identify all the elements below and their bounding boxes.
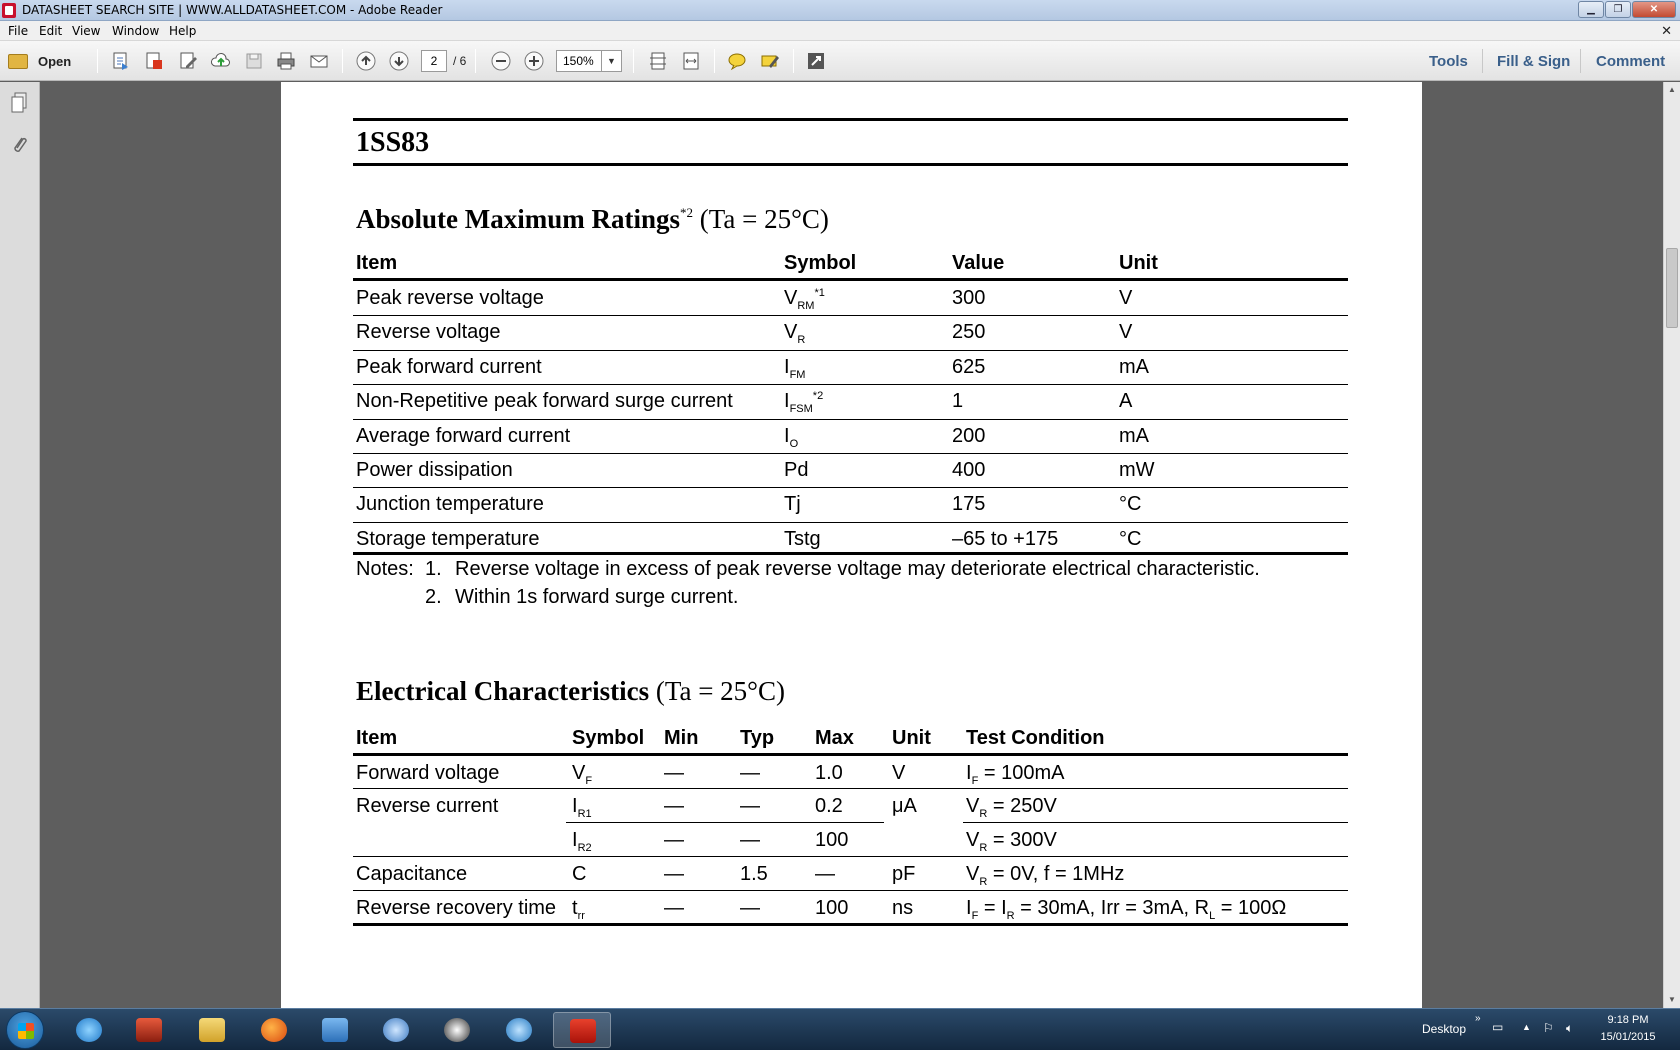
ec-section-title (356, 676, 785, 707)
row-divider (353, 890, 1348, 891)
taskbar-network-app[interactable] (490, 1012, 548, 1048)
symbol-cell (572, 829, 592, 854)
symbol-base: I (784, 425, 790, 447)
symbol-subscript: F (585, 775, 593, 787)
condition-subscript: L (1209, 910, 1216, 922)
document-page (281, 82, 1422, 1008)
amr-row-value: 625 (952, 356, 986, 378)
open-button[interactable] (8, 50, 71, 72)
symbol-cell (784, 321, 805, 346)
ec-row-condition (966, 762, 1064, 787)
menu-view[interactable]: View (72, 24, 101, 38)
symbol-cell (784, 425, 798, 450)
ec-row-condition (966, 863, 1124, 888)
taskbar-internet-explorer[interactable] (60, 1012, 118, 1048)
open-label: Open (38, 53, 72, 69)
symbol-cell (572, 863, 586, 888)
toolbar-separator (1580, 49, 1581, 73)
page-total: / 6 (453, 54, 467, 68)
ec-row-min: — (664, 829, 684, 851)
clock-date: 15/01/2015 (1600, 1031, 1656, 1043)
toolbar-separator (97, 49, 98, 73)
condition-subscript: F (971, 775, 979, 787)
header-symbol: Symbol (784, 252, 857, 274)
taskbar-utility-app[interactable] (428, 1012, 486, 1048)
row-divider (353, 384, 1348, 385)
symbol-base: V (784, 321, 798, 343)
header-value: Value (952, 252, 1005, 274)
amr-row-value: 200 (952, 425, 986, 447)
note-text: Within 1s forward surge current. (455, 586, 739, 608)
toolbar-separator (475, 49, 476, 73)
page-thumbnails-icon[interactable] (10, 92, 28, 114)
amr-row-value: 300 (952, 287, 986, 309)
symbol-cell (784, 390, 823, 415)
symbol-subscript: R1 (577, 808, 592, 820)
toolbar-separator (793, 49, 794, 73)
symbol-cell (572, 897, 585, 922)
menu-edit[interactable]: Edit (39, 24, 63, 38)
symbol-base: t (572, 897, 578, 919)
amr-row-unit: mA (1119, 425, 1149, 447)
zoom-dropdown-chevron-icon[interactable]: ▼ (602, 50, 622, 72)
ec-row-min: — (664, 863, 684, 885)
symbol-cell (784, 493, 801, 518)
cloud-upload-icon[interactable] (210, 50, 232, 72)
symbol-subscript: rr (577, 910, 585, 922)
ec-row-condition (966, 829, 1057, 854)
amr-row-item: Average forward current (356, 425, 571, 447)
toolbar-separator (1482, 49, 1483, 73)
amr-row-unit: V (1119, 321, 1133, 343)
system-clock[interactable] (1593, 1012, 1663, 1046)
condition-text: = 300V (987, 829, 1057, 851)
amr-row-value: –65 to +175 (952, 528, 1059, 550)
navigation-pane (0, 82, 40, 1008)
amr-row-unit: °C (1119, 528, 1142, 550)
email-icon[interactable] (308, 50, 330, 72)
taskbar-media-app[interactable] (120, 1012, 178, 1048)
condition-text: V (966, 863, 980, 885)
ec-row-condition (966, 795, 1057, 820)
condition-text: = I (978, 897, 1007, 919)
row-divider (353, 453, 1348, 454)
clock-time: 9:18 PM (1607, 1014, 1649, 1026)
ec-row-unit: ns (892, 897, 914, 919)
ec-title: Electrical Characteristics (356, 676, 650, 706)
amr-title-footnote: *2 (680, 205, 694, 220)
condition-text: = 250V (987, 795, 1057, 817)
amr-row-item: Non-Repetitive peak forward surge current (356, 390, 733, 412)
adobe-reader-icon (2, 3, 16, 18)
condition-subscript: R (1006, 910, 1015, 922)
vertical-scrollbar[interactable] (1663, 82, 1680, 1008)
amr-title: Absolute Maximum Ratings (356, 204, 681, 234)
ec-header-max: Max (815, 727, 854, 749)
restore-button[interactable]: ❐ (1605, 1, 1631, 18)
ec-row-item: Reverse current (356, 795, 499, 817)
amr-row-item: Peak forward current (356, 356, 542, 378)
amr-section-title (356, 204, 829, 235)
symbol-base: Tstg (784, 528, 821, 550)
zoom-out-icon[interactable] (490, 50, 512, 72)
symbol-cell (572, 795, 592, 820)
row-divider (353, 522, 1348, 523)
ec-header-unit: Unit (892, 727, 931, 749)
comment-tab[interactable]: Comment (1596, 53, 1666, 70)
zoom-in-icon[interactable] (523, 50, 545, 72)
taskbar-file-explorer[interactable] (183, 1012, 241, 1048)
condition-text: I (966, 762, 972, 784)
amr-row-unit: V (1119, 287, 1133, 309)
table-bottom-rule (353, 552, 1348, 555)
export-pdf-icon[interactable] (143, 50, 165, 72)
condition-text: = 100Ω (1215, 897, 1287, 919)
window-controls (1577, 1, 1676, 18)
ec-row-condition (966, 897, 1286, 922)
amr-title-condition: (Ta = 25°C) (699, 204, 829, 234)
menu-bar (0, 21, 1680, 41)
ec-row-min: — (664, 897, 684, 919)
ec-row-typ: — (740, 795, 760, 817)
row-divider-partial (566, 822, 884, 823)
amr-row-unit: A (1119, 390, 1133, 412)
ec-header-typ: Typ (740, 727, 775, 749)
row-divider (353, 856, 1348, 857)
amr-row-value: 400 (952, 459, 986, 481)
ec-row-typ: — (740, 829, 760, 851)
toolbar (0, 41, 1680, 81)
action-center-flag-icon[interactable]: ⚐ (1543, 1021, 1554, 1035)
symbol-footnote: *1 (814, 287, 825, 299)
condition-text: V (966, 829, 980, 851)
folder-icon (199, 1018, 225, 1042)
row-divider (353, 350, 1348, 351)
ec-header-symbol: Symbol (572, 727, 645, 749)
page-number-input[interactable]: 2 (421, 50, 447, 72)
amr-row-item: Peak reverse voltage (356, 287, 544, 309)
close-button[interactable]: ✕ (1632, 1, 1676, 18)
ec-row-unit: μA (892, 795, 917, 817)
scrollbar-thumb[interactable] (1666, 248, 1678, 328)
internet-explorer-icon (76, 1018, 102, 1042)
ec-row-min: — (664, 762, 684, 784)
row-divider (353, 315, 1348, 316)
header-unit: Unit (1119, 252, 1158, 274)
symbol-base: V (784, 287, 798, 309)
amr-row-item: Junction temperature (356, 493, 544, 515)
ec-header-cond: Test Condition (966, 727, 1105, 749)
firefox-icon (261, 1018, 287, 1042)
symbol-subscript: FSM (789, 403, 813, 415)
amr-row-item: Storage temperature (356, 528, 540, 550)
symbol-base: V (572, 762, 586, 784)
folder-icon (8, 54, 28, 69)
messenger-icon (383, 1018, 409, 1042)
symbol-subscript: R (797, 334, 806, 346)
symbol-cell (572, 762, 592, 787)
note-number: 2. (425, 586, 442, 608)
symbol-subscript: O (789, 438, 799, 450)
scroll-down-icon[interactable]: ▼ (1668, 995, 1676, 1004)
media-app-icon (136, 1018, 162, 1042)
save-icon[interactable] (243, 50, 265, 72)
full-screen-icon[interactable] (805, 50, 827, 72)
condition-subscript: R (979, 842, 988, 854)
ec-row-typ: — (740, 897, 760, 919)
fit-page-icon[interactable] (647, 50, 669, 72)
taskbar-messenger[interactable] (367, 1012, 425, 1048)
symbol-cell (784, 287, 825, 312)
ec-row-item: Capacitance (356, 863, 468, 885)
symbol-cell (784, 459, 808, 484)
ec-row-unit: V (892, 762, 906, 784)
condition-text: V (966, 795, 980, 817)
row-divider (353, 419, 1348, 420)
toolbar-separator (714, 49, 715, 73)
amr-row-value: 175 (952, 493, 986, 515)
ec-header-item: Item (356, 727, 398, 749)
start-button[interactable] (6, 1011, 44, 1049)
symbol-base: Pd (784, 459, 809, 481)
note-number: 1. (425, 558, 442, 580)
scroll-up-icon[interactable]: ▲ (1668, 85, 1676, 94)
symbol-base: I (572, 795, 578, 817)
desktop-toolbar-label[interactable]: Desktop (1422, 1022, 1467, 1036)
part-number: 1SS83 (356, 127, 430, 158)
symbol-base: Tj (784, 493, 801, 515)
symbol-base: I (784, 390, 790, 412)
symbol-cell (784, 528, 821, 553)
media-player-icon (322, 1018, 348, 1042)
row-divider (353, 487, 1348, 488)
previous-page-icon[interactable] (355, 50, 377, 72)
print-icon[interactable] (275, 50, 297, 72)
menu-help[interactable]: Help (169, 24, 197, 38)
amr-row-item: Reverse voltage (356, 321, 501, 343)
close-document-icon[interactable]: ✕ (1661, 23, 1672, 38)
row-divider (353, 788, 1348, 789)
condition-text: = 100mA (978, 762, 1065, 784)
toolbar-expand-icon[interactable]: » (1475, 1013, 1481, 1024)
symbol-footnote: *2 (812, 390, 824, 402)
header-item: Item (356, 252, 398, 274)
document-viewport[interactable] (41, 82, 1663, 1008)
zoom-level-input[interactable]: 150% (556, 50, 602, 72)
volume-icon[interactable]: 🔈︎ (1566, 1021, 1574, 1035)
symbol-base: I (784, 356, 790, 378)
taskbar-firefox[interactable] (245, 1012, 303, 1048)
header-rule (353, 278, 1348, 281)
amr-row-value: 250 (952, 321, 986, 343)
edit-pdf-icon[interactable] (177, 50, 199, 72)
ec-row-max: 0.2 (815, 795, 843, 817)
condition-text: = 30mA, Irr = 3mA, R (1014, 897, 1210, 919)
title-bar (0, 0, 1680, 21)
ec-header-min: Min (664, 727, 699, 749)
ec-row-typ: — (740, 762, 760, 784)
fit-width-icon[interactable] (680, 50, 702, 72)
condition-text: I (966, 897, 972, 919)
amr-row-value: 1 (952, 390, 964, 412)
toolbar-separator (633, 49, 634, 73)
taskbar-adobe-reader[interactable] (553, 1012, 611, 1048)
taskbar-media-player[interactable] (306, 1012, 364, 1048)
condition-subscript: R (979, 808, 988, 820)
notes-label: Notes: (356, 558, 414, 580)
ec-row-item: Forward voltage (356, 762, 500, 784)
title-rule-bottom (353, 163, 1348, 166)
toolbar-separator (342, 49, 343, 73)
amr-row-unit: °C (1119, 493, 1142, 515)
amr-row-unit: mA (1119, 356, 1149, 378)
highlight-icon[interactable] (759, 50, 781, 72)
menu-window[interactable]: Window (112, 24, 160, 38)
minimize-button[interactable]: ▁ (1578, 1, 1604, 18)
attachments-icon[interactable] (10, 134, 28, 156)
ec-row-item: Reverse recovery time (356, 897, 557, 919)
symbol-cell (784, 356, 805, 381)
amr-row-unit: mW (1119, 459, 1155, 481)
symbol-base: C (572, 863, 587, 885)
window-title: DATASHEET SEARCH SITE | WWW.ALLDATASHEET.COM - Adobe Reader (22, 3, 443, 17)
title-rule-top (353, 118, 1348, 121)
symbol-subscript: R2 (577, 842, 592, 854)
ec-header-rule (353, 753, 1348, 756)
utility-app-icon (444, 1018, 470, 1042)
symbol-base: I (572, 829, 578, 851)
show-hidden-icons-icon[interactable]: ▲ (1522, 1022, 1531, 1032)
ec-row-max: 100 (815, 829, 849, 851)
note-text: Reverse voltage in excess of peak reverse voltage may deteriorate electrical characteristic. (455, 558, 1260, 580)
row-divider-partial (963, 822, 1348, 823)
sticky-note-icon[interactable] (726, 50, 748, 72)
ec-title-condition: (Ta = 25°C) (655, 676, 785, 706)
taskbar (0, 1008, 1680, 1050)
fill-sign-tab[interactable]: Fill & Sign (1497, 53, 1571, 70)
ec-table-bottom-rule (353, 923, 1348, 926)
network-app-icon (506, 1018, 532, 1042)
symbol-subscript: RM (797, 300, 815, 312)
ec-row-unit: pF (892, 863, 916, 885)
amr-row-item: Power dissipation (356, 459, 513, 481)
adobe-reader-icon (570, 1019, 596, 1043)
menu-file[interactable]: File (8, 24, 29, 38)
ec-row-min: — (664, 795, 684, 817)
ec-row-max: 1.0 (815, 762, 843, 784)
create-pdf-icon[interactable] (110, 50, 132, 72)
tools-tab[interactable]: Tools (1429, 53, 1468, 70)
ec-row-max: — (815, 863, 835, 885)
keyboard-icon[interactable]: ▭ (1492, 1020, 1504, 1034)
ec-row-max: 100 (815, 897, 849, 919)
ec-row-typ: 1.5 (740, 863, 768, 885)
next-page-icon[interactable] (388, 50, 410, 72)
condition-subscript: R (979, 876, 988, 888)
symbol-subscript: FM (789, 369, 806, 381)
condition-text: = 0V, f = 1MHz (987, 863, 1125, 885)
condition-subscript: F (971, 910, 979, 922)
